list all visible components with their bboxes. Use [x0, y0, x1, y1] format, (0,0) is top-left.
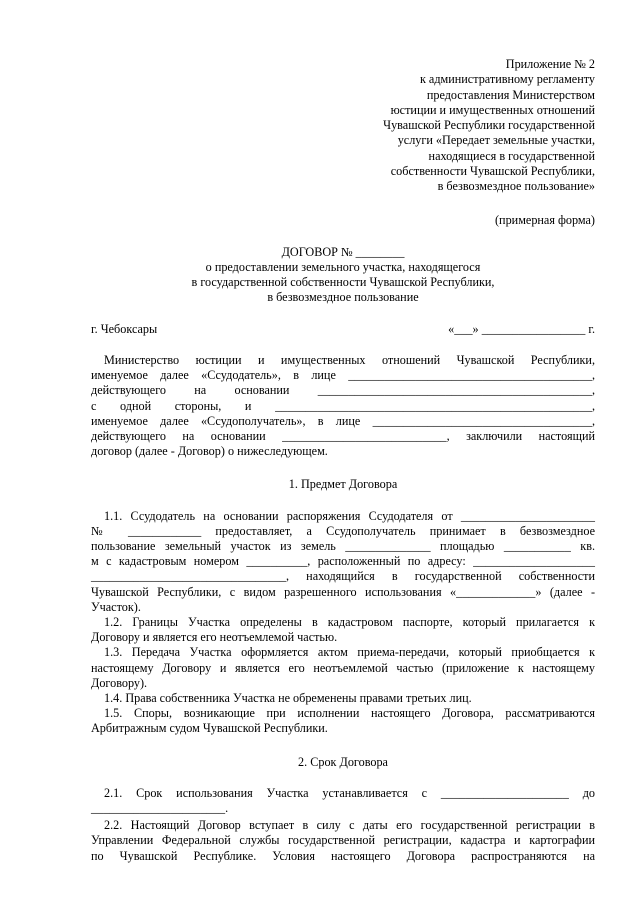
document-page: [91, 57, 595, 864]
contract-subtitle-line: в государственной собственности Чувашской Республики,: [191, 275, 495, 290]
contract-title: ДОГОВОР № ________: [281, 244, 405, 259]
appendix-line: собственности Чувашской Республики,: [390, 164, 595, 179]
clause-line: м с кадастровым номером __________, расположенный по адресу: ____________________: [91, 554, 595, 569]
clause-1-1: [91, 509, 595, 615]
clause-line: 1.1. Ссудодатель на основании распоряжения Ссудодателя от ______________________: [104, 508, 595, 523]
clause-line: 1.5. Споры, возникающие при исполнении настоящего Договора, рассматриваются: [104, 706, 595, 721]
parties-line: именуемое далее «Ссудодатель», в лице ________________________________________,: [91, 368, 595, 383]
clause-1-4: [91, 691, 595, 706]
parties-line: с одной стороны, и ____________________________________________________,: [91, 398, 595, 413]
clause-line: 2.1. Срок использования Участка устанавливается с _____________________ до: [104, 785, 595, 800]
parties-line: действующего на основании _____________________________________________,: [91, 383, 595, 398]
clause-line: по Чувашской Республике. Условия настоящего Договора распространяются на: [91, 848, 595, 863]
clause-line: Управлении Федеральной службы государственной регистрации, кадастра и картографии: [91, 833, 595, 848]
parties-line: действующего на основании ___________________________, заключили настоящий: [91, 428, 595, 443]
contract-subtitle-line: в безвозмездное пользование: [267, 290, 419, 305]
appendix-line: предоставления Министерством: [426, 87, 595, 102]
parties-line: договор (далее - Договор) о нижеследующем.: [91, 444, 328, 459]
clause-line: пользование земельный участок из земель ______________ площадью ___________ кв.: [91, 538, 595, 553]
section-title: 2. Срок Договора: [298, 754, 388, 769]
appendix-header: [91, 57, 595, 195]
contract-date: «___» _________________ г.: [448, 321, 595, 336]
appendix-line: в безвозмездное пользование»: [437, 179, 595, 194]
city: г. Чебоксары: [91, 321, 158, 336]
clause-line: Договору).: [91, 675, 148, 690]
appendix-line: услуги «Передает земельные участки,: [397, 133, 595, 148]
clause-line: 2.2. Настоящий Договор вступает в силу с даты его государственной регистрации в: [104, 818, 595, 833]
clause-line: № ____________ предоставляет, а Ссудополучатель принимает в безвозмездное: [91, 523, 595, 538]
place-date-line: [91, 322, 595, 337]
clause-line: Договору и является его неотъемлемой частью.: [91, 630, 338, 645]
appendix-line: юстиции и имущественных отношений: [390, 102, 595, 117]
clause-1-5: [91, 706, 595, 736]
appendix-line: находящиеся в государственной: [428, 148, 595, 163]
clause-line: Участок).: [91, 599, 141, 614]
parties-line: Министерство юстиции и имущественных отношений Чувашской Республики,: [104, 352, 595, 367]
parties-paragraph: [91, 353, 595, 459]
clause-line: ______________________.: [91, 800, 229, 815]
clause-line: 1.2. Границы Участка определены в кадастровом паспорте, который прилагается к: [104, 614, 595, 629]
clause-line: 1.3. Передача Участка оформляется актом приема-передачи, который приобщается к: [104, 645, 595, 660]
clause-1-3: [91, 645, 595, 691]
parties-line: именуемое далее «Ссудополучатель», в лице ____________________________________,: [91, 413, 595, 428]
clause-line: Чувашской Республики, с видом разрешенного использования «_____________» (далее -: [91, 584, 595, 599]
clause-2-2: [91, 818, 595, 864]
clause-line: 1.4. Права собственника Участка не обременены правами третьих лиц.: [104, 690, 472, 705]
contract-subtitle-line: о предоставлении земельного участка, находящегося: [205, 260, 481, 275]
appendix-line: к административному регламенту: [419, 72, 595, 87]
clause-line: настоящему Договору и является его неотъемлемой частью (приложение к настоящему: [91, 660, 595, 675]
clause-line: ________________________________, находящийся в государственной собственности: [91, 569, 595, 584]
section-title: 1. Предмет Договора: [288, 477, 398, 492]
appendix-line: Приложение № 2: [505, 57, 595, 71]
appendix-line: Чувашской Республики государственной: [383, 118, 595, 133]
contract-title-block: [91, 245, 595, 306]
clause-2-1: [91, 786, 595, 816]
clause-1-2: [91, 615, 595, 645]
form-note: (примерная форма): [495, 212, 595, 227]
clause-line: Арбитражным судом Чувашской Республики.: [91, 721, 328, 736]
